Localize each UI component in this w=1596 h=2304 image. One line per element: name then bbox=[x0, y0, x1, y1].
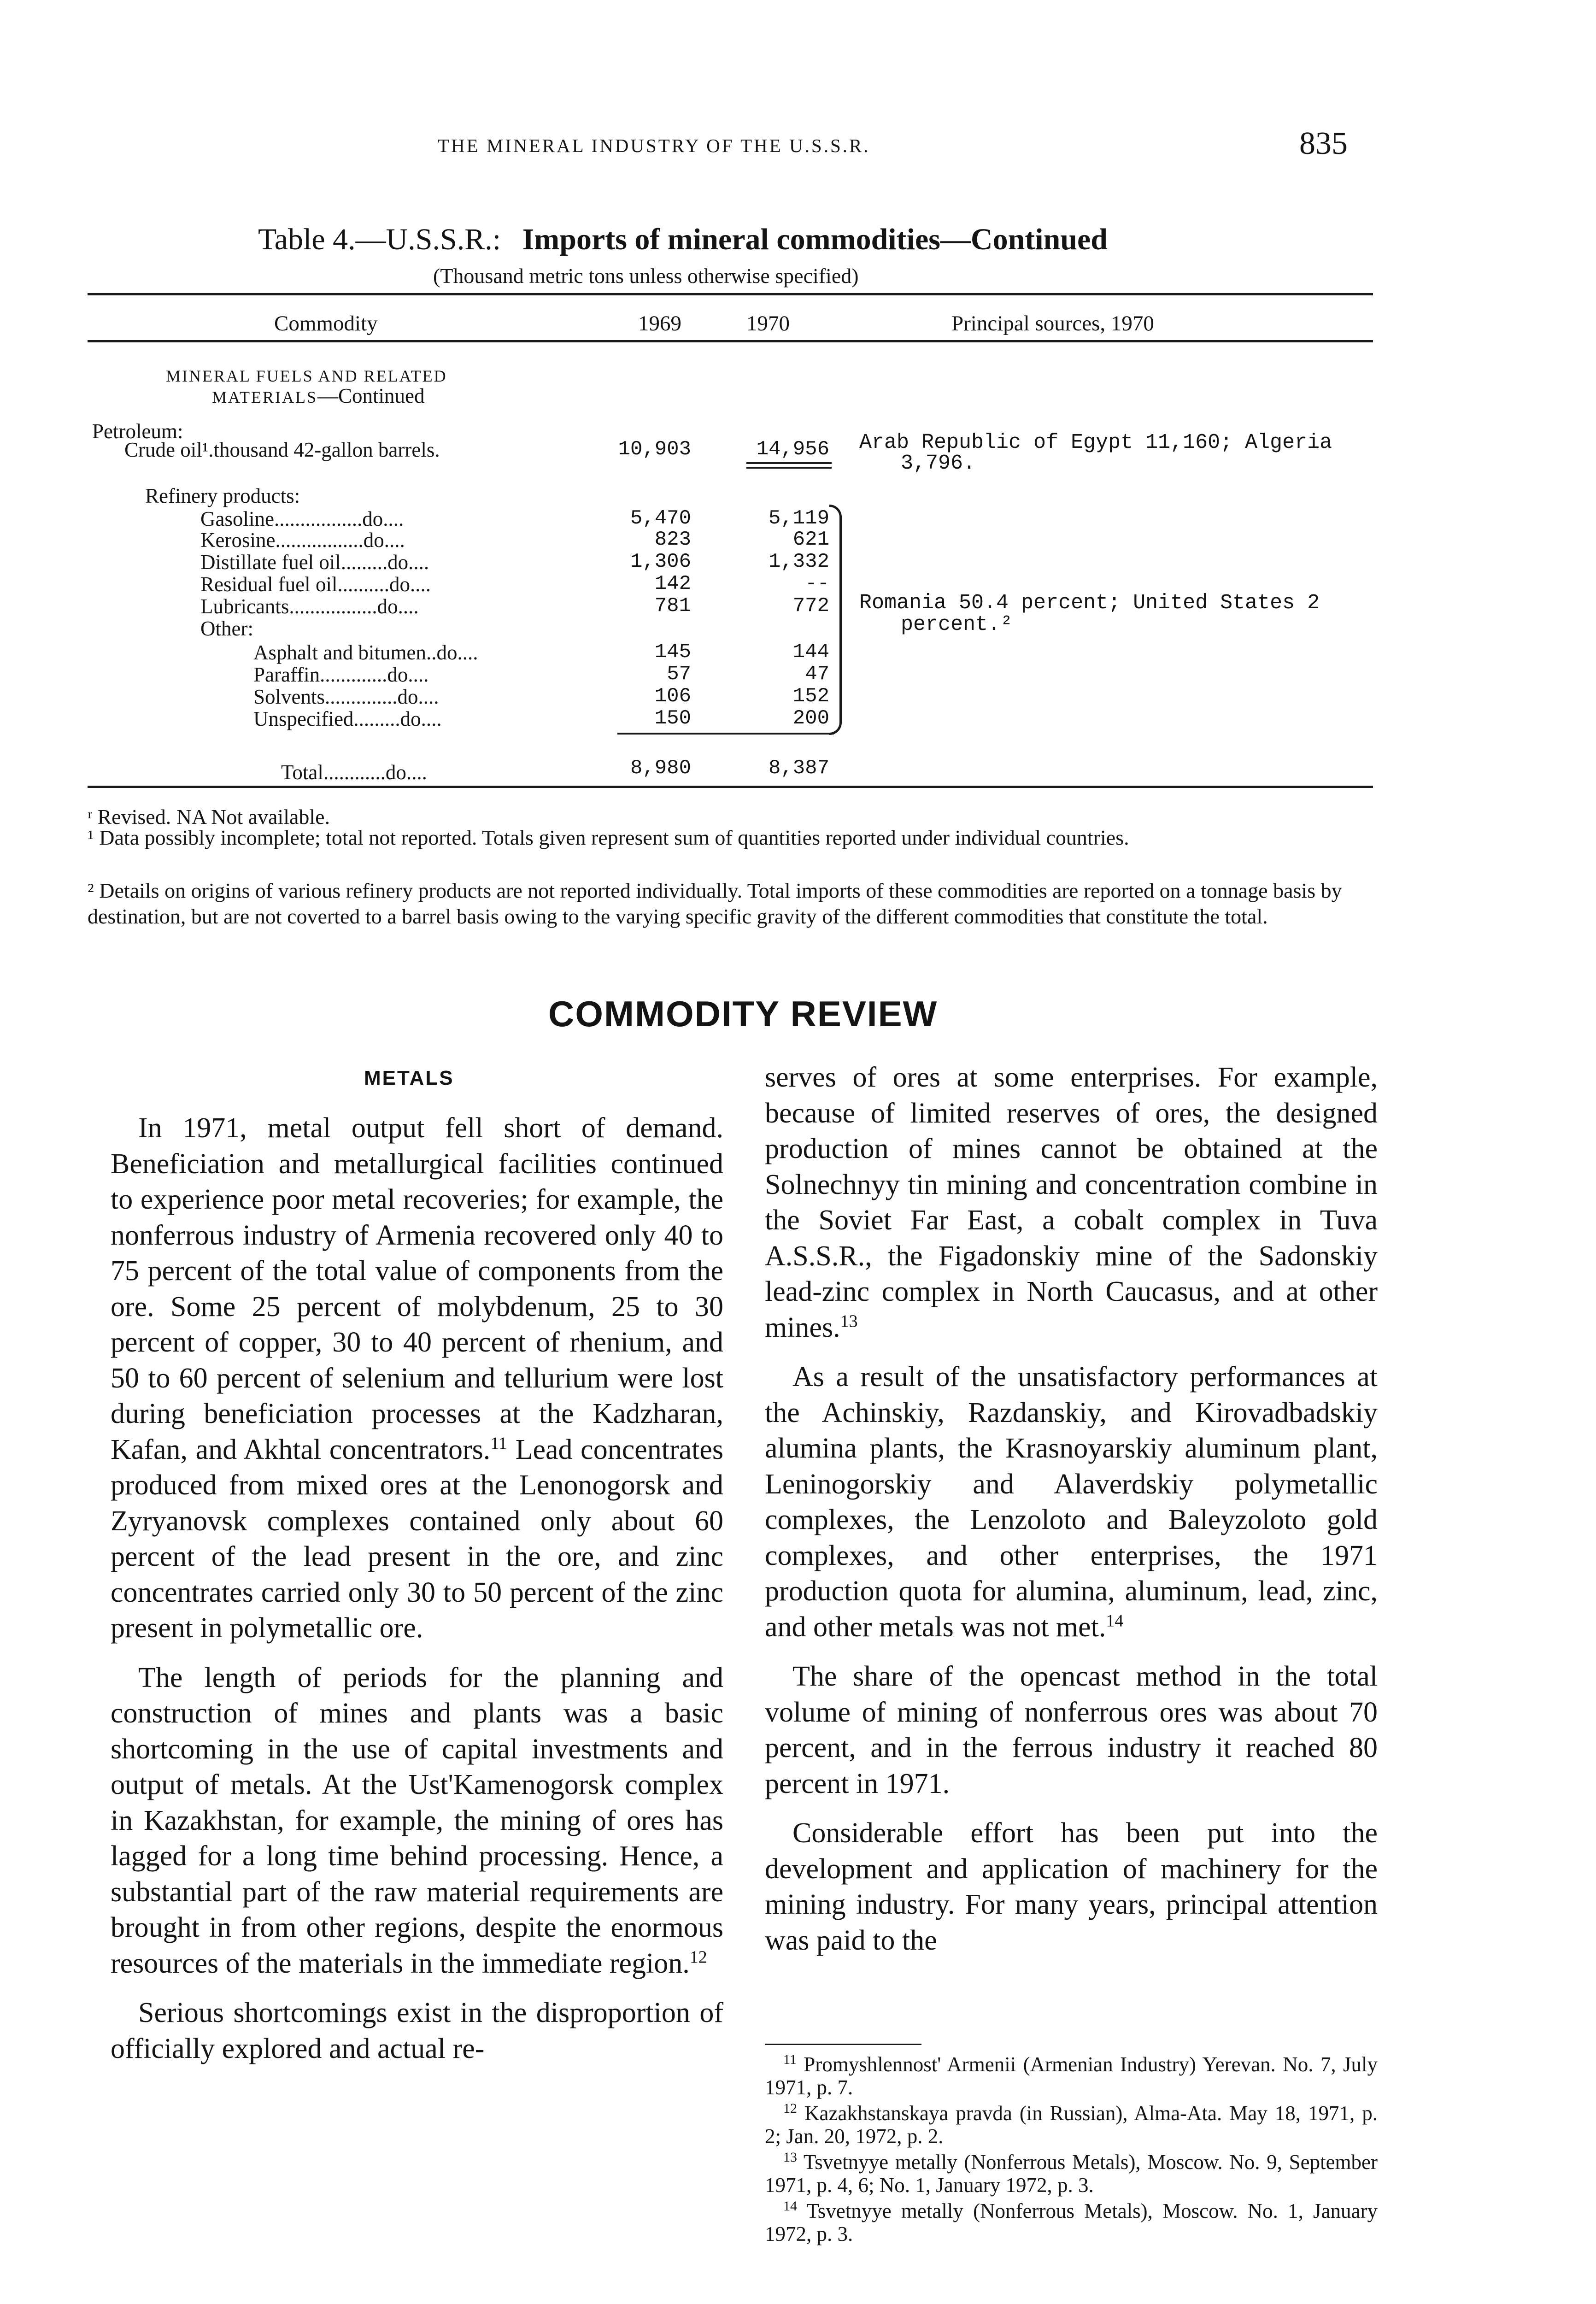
subheading-metals: METALS bbox=[364, 1067, 454, 1089]
row-unspecified-1969: 150 bbox=[654, 707, 691, 730]
crude-oil-label: Crude oil¹.thousand 42-gallon barrels. bbox=[124, 438, 440, 461]
row-unspecified-1970: 200 bbox=[792, 707, 829, 730]
footnote-ref-14[interactable]: 14 bbox=[1106, 1610, 1124, 1630]
table-title-main: Imports of mineral commodities—Continued bbox=[522, 223, 1108, 256]
row-kerosine-1970: 621 bbox=[792, 528, 829, 551]
row-residual-1970: -- bbox=[805, 572, 829, 595]
col-header-1970: 1970 bbox=[746, 312, 790, 335]
left-paragraph-1: In 1971, metal output fell short of demand. Beneficiation and metallurgical facilities continued to experience poor metal recoveries; for example, the nonferrous industry of Armenia recovered only 40 to 75 percent of the total value of components from the ore. Some 25 percent of molybdenum, 25 to 30 percent of copper, 30 to 40 percent of rhenium, and 50 to 60 percent of selenium and tellurium were lost during beneficiation processes at the Kadzharan, Kafan, and Akhtal concentrators.$^{11}$ Lead concentrates produced from mixed ores at the Lenonogorsk and Zyryanovsk complexes contained only about 60 percent of the lead present in the ore, and zinc concentrates carried only 30 to 50 percent of the zinc present in polymetallic ore. bbox=[111, 1112, 724, 1644]
right-paragraph-4: Considerable effort has been put into the development and application of machinery for the mining industry. For many years, principal attention was paid to the bbox=[765, 1817, 1378, 1956]
table-top-rule bbox=[88, 293, 1373, 295]
right-column bbox=[765, 1060, 1378, 1972]
refinery-label: Refinery products: bbox=[145, 484, 300, 507]
row-distillate-1970: 1,332 bbox=[768, 550, 829, 573]
left-paragraph-3: Serious shortcomings exist in the disproportion of officially explored and actual re- bbox=[111, 1997, 723, 2064]
crude-double-rule-bottom bbox=[746, 467, 832, 469]
row-lubricants-1970: 772 bbox=[792, 594, 829, 617]
row-residual-1969: 142 bbox=[654, 572, 691, 595]
left-column bbox=[111, 1111, 723, 2081]
refinery-brace bbox=[829, 505, 842, 735]
row-gasoline-1969: 5,470 bbox=[630, 507, 691, 530]
row-unspecified-label: Unspecified.........do.... bbox=[253, 707, 442, 730]
row-asphalt-1970: 144 bbox=[792, 641, 829, 664]
row-gasoline-1970: 5,119 bbox=[768, 507, 829, 530]
page-number: 835 bbox=[1299, 126, 1348, 161]
table-title-prefix: Table 4.—U.S.S.R.: bbox=[258, 223, 501, 256]
total-1970: 8,387 bbox=[768, 757, 829, 780]
col-header-commodity: Commodity bbox=[274, 312, 378, 335]
other-label: Other: bbox=[200, 617, 253, 640]
row-distillate-1969: 1,306 bbox=[630, 550, 691, 573]
row-lubricants-label: Lubricants.................do.... bbox=[200, 595, 419, 618]
section-label-line1: MINERAL FUELS AND RELATED bbox=[166, 367, 447, 385]
table-header-rule bbox=[88, 340, 1373, 342]
footnote-14: $^{14}$ Tsvetnyye metally (Nonferrous Metals), Moscow. No. 1, January 1972, p. 3. bbox=[765, 2198, 1378, 2245]
footnote-12: $^{12}$ Kazakhstanskaya pravda (in Russian), Alma-Ata. May 18, 1971, p. 2; Jan. 20, 1972, p. 2. bbox=[765, 2101, 1378, 2148]
crude-source-line2: 3,796. bbox=[901, 452, 976, 475]
right-paragraph-3: The share of the opencast method in the total volume of mining of nonferrous ores was about 70 percent, and in the ferrous industry it reached 80 percent in 1971. bbox=[765, 1661, 1378, 1799]
crude-1970: 14,956 bbox=[756, 438, 829, 461]
refinery-source-line2: percent.² bbox=[901, 613, 1013, 636]
row-paraffin-1969: 57 bbox=[667, 663, 691, 686]
footnote-ref-12[interactable]: 12 bbox=[689, 1947, 707, 1967]
footnote-ref-11[interactable]: 11 bbox=[490, 1433, 507, 1453]
table-title bbox=[258, 222, 1108, 257]
right-paragraph-1: serves of ores at some enterprises. For example, because of limited reserves of ores, the designed production of mines cannot be obtained at the Solnechnyy tin mining and concentration combine in the Soviet Far East, a cobalt complex in Tuva A.S.S.R., the Figadonskiy mine of the Sadonskiy lead-zinc complex in North Caucasus, and at other mines.$^{13}$ bbox=[765, 1062, 1378, 1343]
crude-source-line1: Arab Republic of Egypt 11,160; Algeria bbox=[859, 431, 1332, 454]
running-header: THE MINERAL INDUSTRY OF THE U.S.S.R. bbox=[438, 135, 870, 156]
footnotes bbox=[765, 2053, 1378, 2248]
col-header-sources: Principal sources, 1970 bbox=[951, 312, 1154, 335]
left-paragraph-2: The length of periods for the planning and construction of mines and plants was a basic shortcoming in the use of capital investments and output of metals. At the Ust'Kamenogorsk complex in Kazakhstan, for example, the mining of ores has lagged for a long time behind processing. Hence, a substantial part of the raw material requirements are brought in from other regions, despite the enormous resources of the materials in the immediate region.$^{12}$ bbox=[111, 1662, 723, 1979]
petroleum-label: Petroleum: bbox=[92, 420, 183, 443]
col-header-1969: 1969 bbox=[638, 312, 681, 335]
total-label: Total............do.... bbox=[281, 761, 427, 784]
footnote-13: $^{13}$ Tsvetnyye metally (Nonferrous Metals), Moscow. No. 9, September 1971, p. 4, 6; No. 1, January 1972, p. 3. bbox=[765, 2150, 1378, 2197]
total-rule bbox=[617, 733, 834, 735]
footnote-11: $^{11}$ Promyshlennost' Armenii (Armenian Industry) Yerevan. No. 7, July 1971, p. 7. bbox=[765, 2052, 1378, 2099]
table-subtitle: (Thousand metric tons unless otherwise specified) bbox=[433, 264, 859, 288]
note-2: ² Details on origins of various refinery products are not reported individually. Total imports of these commodities are reported on a tonnage basis by destination, but are not coverted to a barrel basis owing to the varying specific gravity of the different commodities that constitute the total. bbox=[88, 879, 1342, 928]
row-solvents-label: Solvents..............do.... bbox=[253, 685, 439, 708]
row-solvents-1970: 152 bbox=[792, 685, 829, 708]
right-paragraph-2: As a result of the unsatisfactory performances at the Achinskiy, Razdanskiy, and Kirovadbadskiy alumina plants, the Krasnoyarskiy aluminum plant, Leninogorskiy and Alaverdskiy polymetallic complexes, the Lenzoloto and Baleyzoloto gold complexes, and other enterprises, the 1971 production quota for alumina, aluminum, lead, zinc, and other metals was not met.$^{14}$ bbox=[765, 1361, 1378, 1643]
row-distillate-label: Distillate fuel oil.........do.... bbox=[200, 551, 429, 574]
section-heading: COMMODITY REVIEW bbox=[548, 993, 938, 1034]
note-revised: ʳ Revised. NA Not available. bbox=[88, 805, 330, 829]
refinery-source-line1: Romania 50.4 percent; United States 2 bbox=[859, 591, 1320, 615]
row-asphalt-label: Asphalt and bitumen..do.... bbox=[253, 641, 478, 664]
row-asphalt-1969: 145 bbox=[654, 641, 691, 664]
row-paraffin-label: Paraffin.............do.... bbox=[253, 663, 429, 686]
row-kerosine-label: Kerosine.................do.... bbox=[200, 529, 405, 552]
footnote-rule bbox=[765, 2044, 921, 2045]
footnote-ref-13[interactable]: 13 bbox=[840, 1311, 858, 1331]
row-lubricants-1969: 781 bbox=[654, 594, 691, 617]
row-paraffin-1970: 47 bbox=[805, 663, 829, 686]
row-solvents-1969: 106 bbox=[654, 685, 691, 708]
table-bottom-rule bbox=[88, 786, 1373, 788]
note-1: ¹ Data possibly incomplete; total not reported. Totals given represent sum of quantities reported under individual countries. bbox=[88, 826, 1129, 849]
row-residual-label: Residual fuel oil..........do.... bbox=[200, 573, 431, 596]
row-kerosine-1969: 823 bbox=[654, 528, 691, 551]
total-1969: 8,980 bbox=[630, 757, 691, 780]
row-gasoline-label: Gasoline.................do.... bbox=[200, 507, 404, 530]
section-label-line2: MATERIALS—Continued bbox=[212, 384, 425, 407]
crude-double-rule-top bbox=[746, 462, 832, 464]
crude-1969: 10,903 bbox=[618, 438, 691, 461]
